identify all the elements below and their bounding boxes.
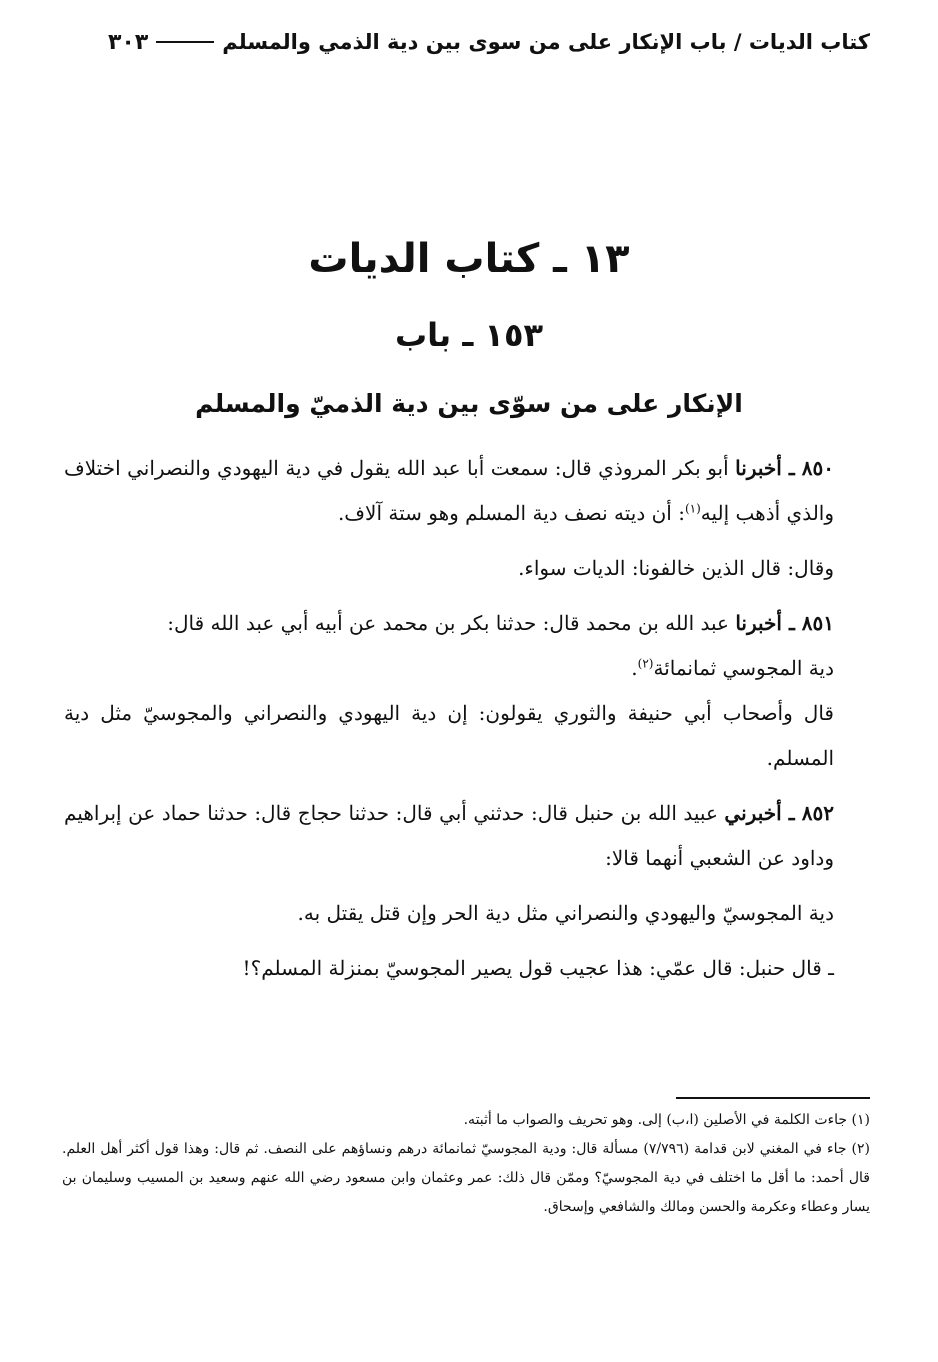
paragraph-text: أبو بكر المروذي قال: سمعت أبا عبد الله يقول في دية اليهودي والنصراني اختلاف والذي أذهب إليه [64,456,834,525]
footnote-divider [676,1097,870,1099]
hadith-850 [64,446,870,536]
footnote-1: (١) جاءت الكلمة في الأصلين (ا،ب) إلى. وهو تحريف والصواب ما أثبته. [463,1112,870,1128]
paragraph-text: قال وأصحاب أبي حنيفة والثوري يقولون: إن دية اليهودي والنصراني والمجوسيّ مثل دية المسلم. [64,701,834,770]
paragraph-text: : أن ديته نصف دية المسلم وهو ستة آلاف. [337,501,685,525]
footnote-marker: (١) [684,501,701,516]
paragraph-lead: ٨٥١ ـ أخبرنا [735,611,834,635]
body-text [64,446,870,991]
paragraph-lead: ٨٥٠ ـ أخبرنا [735,456,834,480]
paragraph [64,546,870,591]
paragraph [64,646,870,691]
hadith-852 [64,791,870,881]
paragraph-text: دية المجوسي ثمانمائة [653,656,834,680]
page-number: ٣٠٣ [108,29,149,55]
footnote-marker: (٢) [637,656,654,671]
header-title: كتاب الديات / باب الإنكار على من سوى بين دية الذمي والمسلم [222,30,870,54]
paragraph-lead: ٨٥٢ ـ أخبرني [724,801,834,825]
book-title: ١٣ ـ كتاب الديات [308,236,630,282]
paragraph-text: . [631,656,638,680]
running-header [108,20,870,64]
header-rule [156,41,214,43]
paragraph-text: عبيد الله بن حنبل قال: حدثني أبي قال: حدثنا حجاج قال: حدثنا حماد عن إبراهيم وداود عن الشعبي أنهما قالا: [64,801,834,870]
paragraph [64,946,870,991]
paragraph-text: وقال: قال الذين خالفونا: الديات سواء. [518,556,834,580]
paragraph [64,691,870,781]
hadith-851 [64,601,870,646]
chapter-title: ١٥٣ ـ باب [395,316,543,354]
paragraph [64,891,870,936]
footnotes [62,1106,870,1222]
chapter-subtitle: الإنكار على من سوّى بين دية الذميّ والمسلم [195,389,743,418]
paragraph-text: عبد الله بن محمد قال: حدثنا بكر بن محمد عن أبيه أبي عبد الله قال: [167,611,736,635]
paragraph-text: ـ قال حنبل: قال عمّي: هذا عجيب قول يصير المجوسيّ بمنزلة المسلم؟! [242,956,834,980]
paragraph-text: دية المجوسيّ واليهودي والنصراني مثل دية الحر وإن قتل يقتل به. [297,901,834,925]
footnote-2: (٢) جاء في المغني لابن قدامة (٧/٧٩٦) مسألة قال: ودية المجوسيّ ثمانمائة درهم ونساؤهم على النصف. ثم قال: وهذا قول أكثر أهل العلم. قال أحمد: ما أقل ما اختلف في دية المجوسيّ؟ وممّن قال ذلك: عمر وعثمان وابن مسعود رضي الله عنهم وسعيد بن المسيب وسليمان بن يسار وعطاء وعكرمة والحسن ومالك والشافعي وإسحاق. [62,1141,870,1215]
